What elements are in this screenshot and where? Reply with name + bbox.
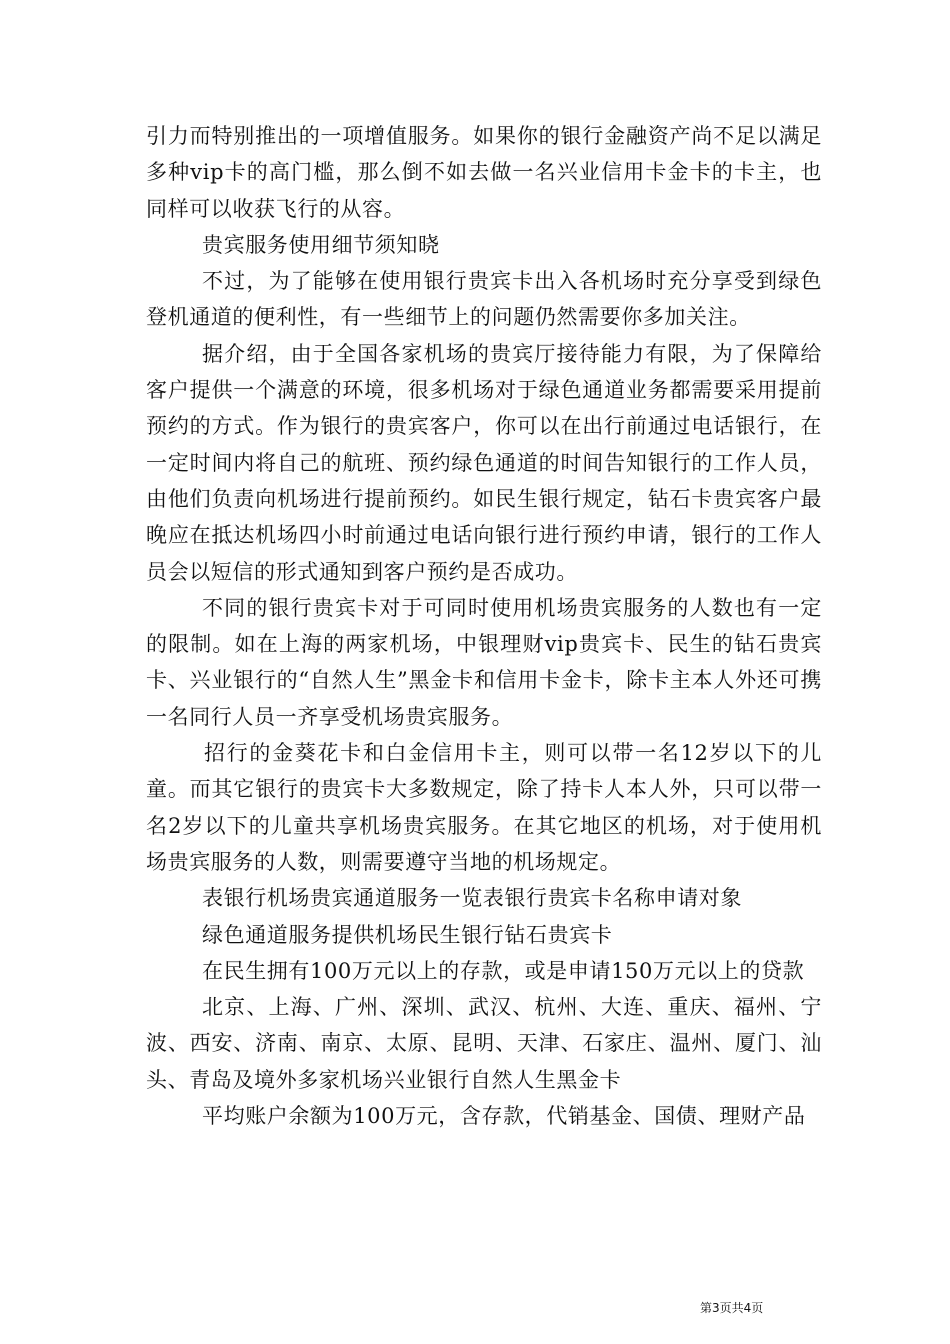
paragraph: 招行的金葵花卡和白金信用卡主，则可以带一名12岁以下的儿童。而其它银行的贵宾卡大多数规定，除了持卡人本人外，只可以带一名2岁以下的儿童共享机场贵宾服务。在其它地区的机场，对于使用机场贵宾服务的人数，则需要遵守当地的机场规定。 (146, 741, 822, 874)
paragraph: 在民生拥有100万元以上的存款，或是申请150万元以上的贷款 (202, 958, 805, 983)
paragraph: 据介绍，由于全国各家机场的贵宾厅接待能力有限，为了保障给客户提供一个满意的环境，很多机场对于绿色通道业务都需要采用提前预约的方式。作为银行的贵宾客户，你可以在出行前通过电话银行，在一定时间内将自己的航班、预约绿色通道的时间告知银行的工作人员，由他们负责向机场进行提前预约。如民生银行规定，钻石卡贵宾客户最晚应在抵达机场四小时前通过电话向银行进行预约申请，银行的工作人员会以短信的形式通知到客户预约是否成功。 (146, 341, 822, 584)
page-number-footer: 第3页共4页 (700, 1301, 764, 1315)
paragraph: 引力而特别推出的一项增值服务。如果你的银行金融资产尚不足以满足多种vip卡的高门槛，那么倒不如去做一名兴业信用卡金卡的卡主，也同样可以收获飞行的从容。 (146, 124, 822, 221)
section-heading: 贵宾服务使用细节须知晓 (202, 232, 440, 257)
document-body (146, 118, 822, 1134)
paragraph: 绿色通道服务提供机场民生银行钻石贵宾卡 (202, 922, 613, 947)
paragraph: 不同的银行贵宾卡对于可同时使用机场贵宾服务的人数也有一定的限制。如在上海的两家机场，中银理财vip贵宾卡、民生的钻石贵宾卡、兴业银行的“自然人生”黑金卡和信用卡金卡，除卡主本人外还可携一名同行人员一齐享受机场贵宾服务。 (146, 595, 822, 729)
paragraph: 北京、上海、广州、深圳、武汉、杭州、大连、重庆、福州、宁波、西安、济南、南京、太原、昆明、天津、石家庄、温州、厦门、汕头、青岛及境外多家机场兴业银行自然人生黑金卡 (146, 995, 822, 1092)
paragraph: 不过，为了能够在使用银行贵宾卡出入各机场时充分享受到绿色登机通道的便利性，有一些细节上的问题仍然需要你多加关注。 (146, 269, 822, 330)
paragraph: 平均账户余额为100万元，含存款，代销基金、国债、理财产品 (202, 1104, 806, 1129)
table-caption: 表银行机场贵宾通道服务一览表银行贵宾卡名称申请对象 (202, 886, 742, 911)
